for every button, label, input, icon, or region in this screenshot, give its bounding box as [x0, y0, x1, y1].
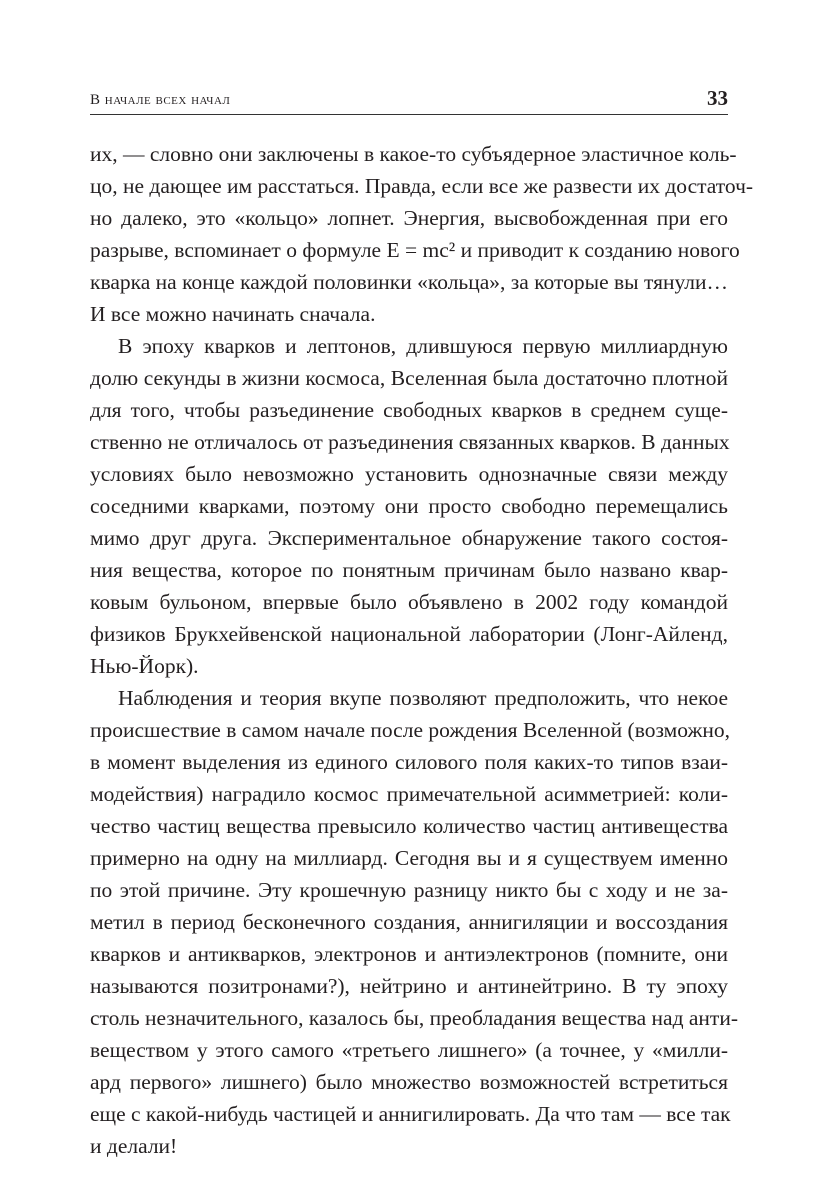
text-line: и делали! [90, 1134, 178, 1158]
paragraph [90, 138, 754, 330]
running-header [90, 88, 728, 115]
paragraph [90, 330, 728, 682]
text-line: ковым бульоном, впервые было объявлено в 2002 году командой [90, 590, 728, 614]
text-line: происшествие в самом начале после рождения Вселенной (возможно, [90, 718, 730, 742]
body-text [90, 138, 754, 1162]
text-line: ард первого» лишнего) было множество возможностей встретиться [90, 1070, 728, 1094]
text-line: мимо друг друга. Экспериментальное обнаружение такого состоя- [90, 526, 728, 550]
text-line: физиков Брукхейвенской национальной лаборатории (Лонг-Айленд, [90, 622, 728, 646]
text-line: кварка на конце каждой половинки «кольца», за которые вы тянули… [90, 270, 729, 294]
text-line: цо, не дающее им расстаться. Правда, если все же развести их достаточ- [90, 174, 754, 198]
text-line: И все можно начинать сначала. [90, 302, 376, 326]
text-line: их, — словно они заключены в какое-то субъядерное эластичное коль- [90, 142, 737, 166]
page-number: 33 [707, 86, 728, 110]
text-line: ственно не отличалось от разъединения связанных кварков. В данных [90, 430, 730, 454]
text-line: Наблюдения и теория вкупе позволяют предположить, что некое [118, 686, 728, 710]
text-line: ния вещества, которое по понятным причинам было названо квар- [90, 558, 728, 582]
text-line: кварков и антикварков, электронов и антиэлектронов (помните, они [90, 942, 728, 966]
paragraph [90, 682, 738, 1162]
text-line: Нью-Йорк). [90, 654, 199, 678]
text-line: но далеко, это «кольцо» лопнет. Энергия, высвобожденная при его [90, 206, 728, 230]
text-line: чество частиц вещества превысило количество частиц антивещества [90, 814, 728, 838]
text-line: примерно на одну на миллиард. Сегодня вы и я существуем именно [90, 846, 728, 870]
text-line: веществом у этого самого «третьего лишнего» (а точнее, у «милли- [90, 1038, 728, 1062]
text-line: еще с какой-нибудь частицей и аннигилировать. Да что там — все так [90, 1102, 731, 1126]
text-line: называются позитронами?), нейтрино и антинейтрино. В ту эпоху [90, 974, 728, 998]
text-line: соседними кварками, поэтому они просто свободно перемещались [90, 494, 728, 518]
text-line: для того, чтобы разъединение свободных кварков в среднем суще- [90, 398, 728, 422]
text-line: В эпоху кварков и лептонов, длившуюся первую миллиардную [118, 334, 728, 358]
text-line: условиях было невозможно установить однозначные связи между [90, 462, 728, 486]
text-line: разрыве, вспоминает о формуле E = mc² и приводит к созданию нового [90, 238, 740, 262]
text-line: в момент выделения из единого силового поля каких-то типов взаи- [90, 750, 728, 774]
text-line: модействия) наградило космос примечательной асимметрией: коли- [90, 782, 728, 806]
running-title: В начале всех начал [90, 92, 231, 108]
text-line: метил в период бесконечного создания, аннигиляции и воссоздания [90, 910, 728, 934]
text-line: долю секунды в жизни космоса, Вселенная была достаточно плотной [90, 366, 728, 390]
text-line: столь незначительного, казалось бы, преобладания вещества над анти- [90, 1006, 738, 1030]
text-line: по этой причине. Эту крошечную разницу никто бы с ходу и не за- [90, 878, 728, 902]
